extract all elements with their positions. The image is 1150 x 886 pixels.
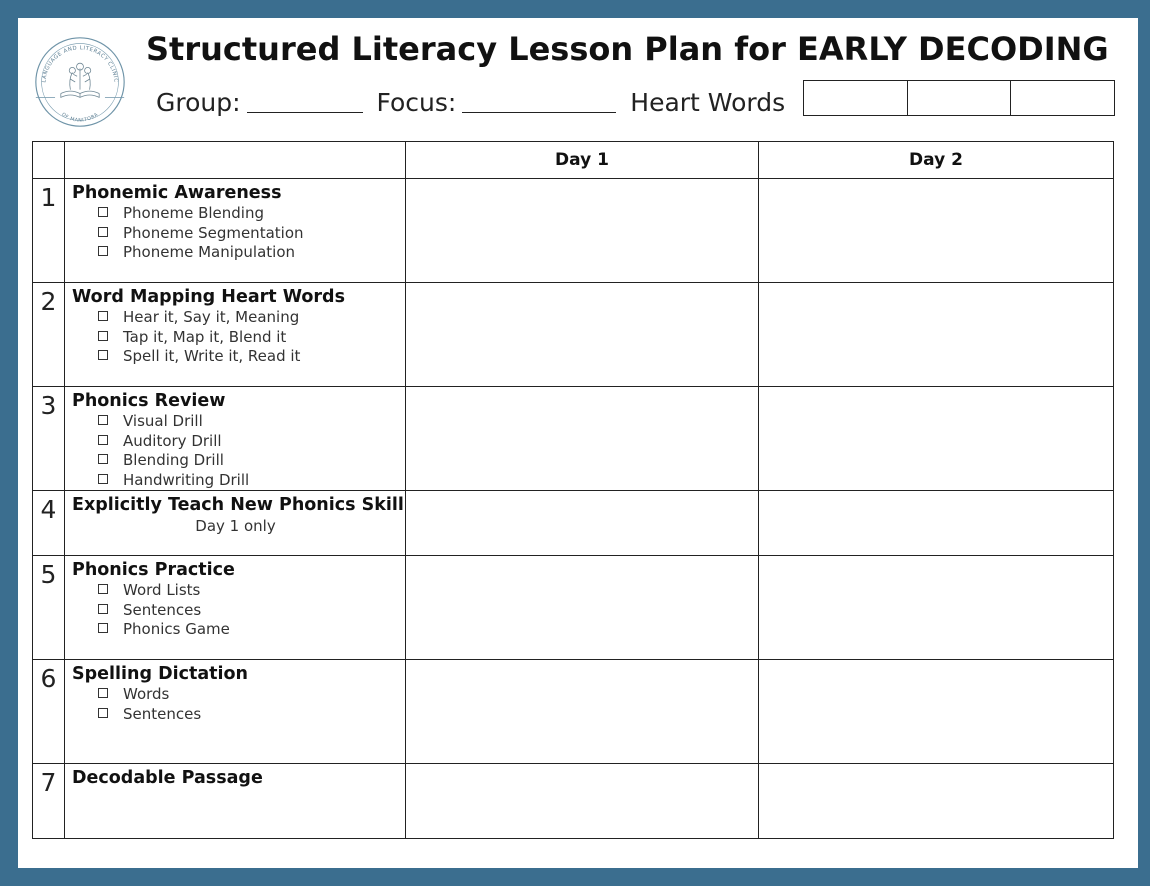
row-number: 4	[33, 491, 65, 556]
checkbox-label: Sentences	[123, 704, 202, 723]
table-row	[33, 179, 1114, 283]
heart-words-boxes	[803, 80, 1115, 116]
col-header-activity	[65, 142, 406, 179]
heart-word-box[interactable]	[908, 81, 1012, 115]
activity-title: Phonics Practice	[72, 560, 235, 580]
checkbox[interactable]	[98, 474, 108, 484]
list-item[interactable]	[98, 620, 399, 640]
lesson-plan-page	[18, 18, 1138, 868]
checkbox-label: Visual Drill	[123, 412, 203, 430]
heart-word-box[interactable]	[804, 81, 908, 115]
list-item[interactable]	[98, 243, 399, 263]
row-number: 1	[33, 179, 65, 283]
checkbox-label: Phoneme Segmentation	[123, 223, 304, 242]
list-item[interactable]	[98, 328, 399, 348]
checkbox[interactable]	[98, 227, 108, 237]
checkbox[interactable]	[98, 435, 108, 445]
day-1-cell[interactable]	[406, 283, 759, 387]
checkbox-label: Words	[123, 685, 170, 703]
checkbox[interactable]	[98, 584, 108, 594]
header-fields	[156, 88, 785, 117]
activity-cell	[65, 179, 406, 283]
heart-words-label: Heart Words	[630, 88, 786, 117]
heart-word-box[interactable]	[1011, 81, 1114, 115]
activity-title: Phonemic Awareness	[72, 183, 282, 203]
focus-blank[interactable]	[462, 88, 616, 113]
list-item[interactable]	[98, 705, 399, 725]
checkbox[interactable]	[98, 350, 108, 360]
checkbox-label: Spell it, Write it, Read it	[123, 347, 301, 365]
activity-cell	[65, 556, 406, 660]
list-item[interactable]	[98, 204, 399, 224]
checkbox-label: Sentences	[123, 600, 202, 619]
activity-title: Decodable Passage	[72, 768, 263, 788]
list-item[interactable]	[98, 581, 399, 601]
list-item[interactable]	[98, 685, 399, 705]
checkbox[interactable]	[98, 331, 108, 341]
checkbox-label: Phonics Game	[123, 620, 230, 638]
activity-cell	[65, 491, 406, 556]
day-1-cell[interactable]	[406, 179, 759, 283]
checkbox[interactable]	[98, 688, 108, 698]
lesson-plan-table	[32, 141, 1114, 839]
table-row	[33, 764, 1114, 839]
list-item[interactable]	[98, 224, 399, 244]
list-item[interactable]	[98, 347, 399, 367]
day-2-cell[interactable]	[759, 660, 1114, 764]
row-number: 7	[33, 764, 65, 839]
book-with-flowers-icon	[61, 63, 99, 97]
checkbox-label: Tap it, Map it, Blend it	[123, 327, 287, 346]
table-row	[33, 556, 1114, 660]
logo-text-bottom: OF MANITOBA	[60, 112, 100, 124]
list-item[interactable]	[98, 471, 399, 491]
checkbox-label: Hear it, Say it, Meaning	[123, 308, 300, 326]
activity-cell	[65, 283, 406, 387]
activity-title: Explicitly Teach New Phonics Skill	[72, 495, 404, 515]
table-row	[33, 660, 1114, 764]
checkbox-label: Word Lists	[123, 581, 201, 599]
checkbox-label: Phoneme Manipulation	[123, 243, 296, 261]
group-blank[interactable]	[247, 88, 363, 113]
checkbox[interactable]	[98, 623, 108, 633]
activity-cell	[65, 764, 406, 839]
logo-text-top: LANGUAGE AND LITERACY CLINIC	[41, 45, 119, 83]
day-2-cell[interactable]	[759, 179, 1114, 283]
checkbox[interactable]	[98, 207, 108, 217]
day-1-cell[interactable]	[406, 764, 759, 839]
col-header-number	[33, 142, 65, 179]
svg-text:OF MANITOBA	[60, 112, 100, 124]
list-item[interactable]	[98, 451, 399, 471]
day-2-cell[interactable]	[759, 556, 1114, 660]
checkbox[interactable]	[98, 604, 108, 614]
activity-cell	[65, 387, 406, 491]
focus-label: Focus:	[376, 88, 457, 117]
day-2-cell[interactable]	[759, 491, 1114, 556]
row-number: 6	[33, 660, 65, 764]
col-header-day-2: Day 2	[759, 142, 1114, 179]
day-2-cell[interactable]	[759, 283, 1114, 387]
clinic-logo	[32, 34, 128, 130]
activity-cell	[65, 660, 406, 764]
day-1-cell[interactable]	[406, 660, 759, 764]
activity-title: Phonics Review	[72, 391, 226, 411]
checkbox[interactable]	[98, 311, 108, 321]
activity-title: Word Mapping Heart Words	[72, 287, 345, 307]
row-number: 5	[33, 556, 65, 660]
day-1-cell[interactable]	[406, 556, 759, 660]
table-row	[33, 387, 1114, 491]
day-2-cell[interactable]	[759, 387, 1114, 491]
checkbox-label: Auditory Drill	[123, 431, 222, 450]
list-item[interactable]	[98, 432, 399, 452]
table-row	[33, 283, 1114, 387]
checkbox[interactable]	[98, 246, 108, 256]
checkbox[interactable]	[98, 415, 108, 425]
activity-title: Spelling Dictation	[72, 664, 248, 684]
list-item[interactable]	[98, 412, 399, 432]
list-item[interactable]	[98, 308, 399, 328]
checkbox[interactable]	[98, 454, 108, 464]
checkbox-label: Handwriting Drill	[123, 470, 250, 489]
day-1-cell[interactable]	[406, 387, 759, 491]
group-label: Group:	[156, 88, 241, 117]
col-header-day-1: Day 1	[406, 142, 759, 179]
day-2-cell[interactable]	[759, 764, 1114, 839]
table-row	[33, 491, 1114, 556]
checkbox[interactable]	[98, 708, 108, 718]
checkbox-label: Phoneme Blending	[123, 204, 264, 222]
row-number: 2	[33, 283, 65, 387]
checkbox-label: Blending Drill	[123, 451, 224, 469]
list-item[interactable]	[98, 601, 399, 621]
row-number: 3	[33, 387, 65, 491]
page-title: Structured Literacy Lesson Plan for EARLY DECODING	[146, 30, 1109, 68]
activity-note: Day 1 only	[195, 517, 276, 535]
day-1-cell[interactable]	[406, 491, 759, 556]
